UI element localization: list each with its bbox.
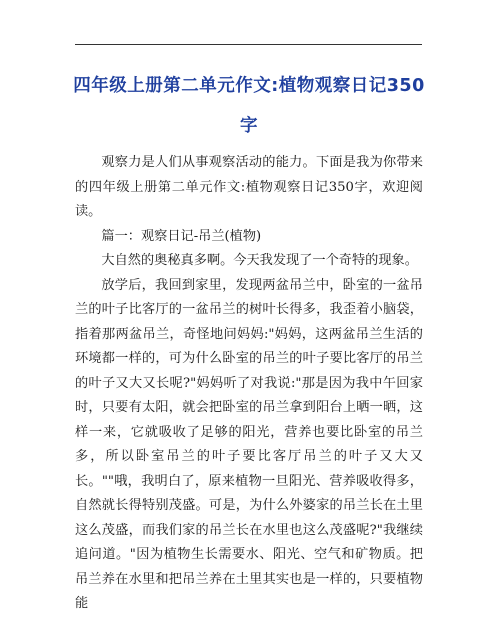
document-title: 四年级上册第二单元作文:植物观察日记350字 <box>73 76 425 136</box>
intro-paragraph: 观察力是人们从事观察活动的能力。下面是我为你带来的四年级上册第二单元作文:植物观察日记350字，欢迎阅读。 <box>75 155 423 219</box>
header-rule <box>75 44 422 45</box>
body-paragraph: 放学后，我回到家里，发现两盆吊兰中，卧室的一盆吊兰的叶子比客厅的一盆吊兰的树叶长得多，我歪着小脑袋，指着那两盆吊兰，奇怪地问妈妈:"妈妈，这两盆吊兰生活的环境都一样的，可为什么卧室的吊兰的叶子要比客厅的吊兰的叶子又大又长呢?"妈妈听了对我说:"那是因为我中午回家时，只要有太阳，就会把卧室的吊兰拿到阳台上晒一晒，这样一来，它就吸收了足够的阳光，营养也要比卧室的吊兰多，所以卧室吊兰的叶子要比客厅吊兰的叶子又大又长。""哦，我明白了，原来植物一旦阳光、营养吸收得多，自然就长得特别茂盛。可是，为什么外婆家的吊兰长在土里这么茂盛，而我们家的吊兰长在水里也这么茂盛呢?"我继续追问道。"因为植物生长需要水、阳光、空气和矿物质。把吊兰养在水里和把吊兰养在土里其实也是一样的，只要植物能 <box>75 277 423 611</box>
body-paragraph: 大自然的奥秘真多啊。今天我发现了一个奇特的现象。 <box>101 253 418 268</box>
document-body <box>75 151 423 617</box>
section-heading: 篇一：观察日记-吊兰(植物) <box>101 228 262 244</box>
